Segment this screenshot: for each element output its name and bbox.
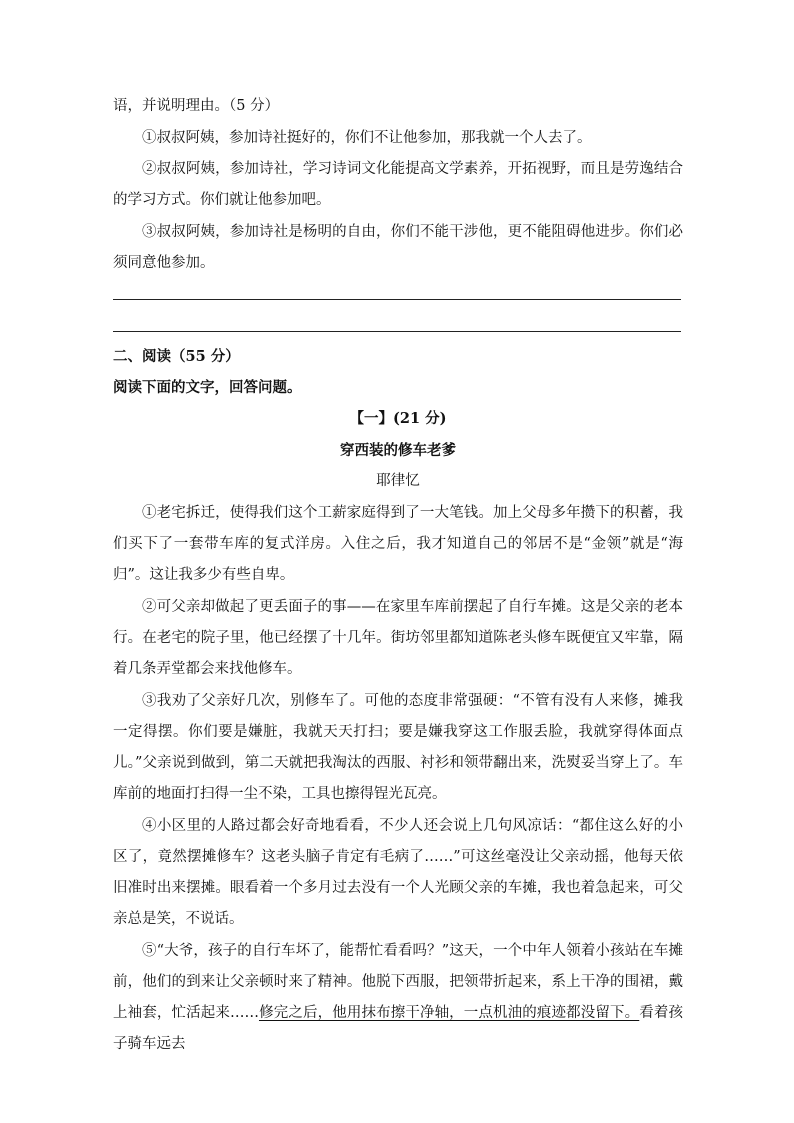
option-2: ②叔叔阿姨，参加诗社，学习诗词文化能提高文学素养，开拓视野，而且是劳逸结合的学习方式。你们就让他参加吧。 [113, 161, 683, 208]
option-1: ①叔叔阿姨，参加诗社挺好的，你们不让他参加，那我就一个人去了。 [142, 130, 592, 146]
story-title: 穿西装的修车老爹 [340, 442, 456, 459]
part-label: 【一】(21 分) [349, 410, 447, 427]
story-author: 耶律忆 [376, 473, 420, 489]
reading-instruction: 阅读下面的文字，回答问题。 [113, 379, 302, 396]
paragraph-2: ②可父亲却做起了更丢面子的事——在家里车库前摆起了自行车摊。这是父亲的老本行。在老宅的院子里，他已经摆了十几年。街坊邻里都知道陈老头修车既便宜又牢靠，隔着几条弄堂都会来找他修车。 [113, 599, 683, 677]
paragraph-5 [113, 936, 683, 1060]
paragraph-5-start: ⑤“大爷，孩子的自行车坏了，能帮忙看看吗？”这天，一个中年人领着小孩站在车摊前，他们的到来让父亲顿时来了精神。他脱下西服，把领带折起来，系上干净的围裙，戴上袖套，忙活起来…… [113, 943, 683, 1021]
paragraph-4: ④小区里的人路过都会好奇地看看，不少人还会说上几句风凉话：“都住这么好的小区了，竟然摆摊修车？这老头脑子肯定有毛病了……”可这丝毫没让父亲动摇，他每天依旧准时出来摆摊。眼看着一个多月过去没有一个人光顾父亲的车摊，我也着急起来，可父亲总是笑，不说话。 [113, 818, 683, 927]
answer-line-1[interactable] [113, 299, 681, 300]
answer-line-2[interactable] [113, 331, 681, 332]
underlined-sentence: 修完之后，他用抹布擦干净轴，一点机油的痕迹都没留下。 [258, 1005, 640, 1021]
paragraph-3: ③我劝了父亲好几次，别修车了。可他的态度非常强硬：“不管有没有人来修，摊我一定得摆。你们要是嫌脏，我就天天打扫；要是嫌我穿这工作服丢脸，我就穿得体面点儿。”父亲说到做到，第二天就把我淘汰的西服、衬衫和领带翻出来，洗熨妥当穿上了。车库前的地面打扫得一尘不染，工具也擦得锃光瓦亮。 [113, 693, 683, 802]
question-tail: 语，并说明理由。（5 分） [113, 98, 280, 114]
paragraph-5-end: 看着孩子骑车远去 [113, 1005, 684, 1052]
section-heading: 二、阅读（55 分） [113, 348, 240, 365]
paragraph-1: ①老宅拆迁，使得我们这个工薪家庭得到了一大笔钱。加上父母多年攒下的积蓄，我们买下了一套带车库的复式洋房。入住之后，我才知道自己的邻居不是“金领”就是“海归”。这让我多少有些自卑。 [113, 505, 683, 583]
option-3: ③叔叔阿姨，参加诗社是杨明的自由，你们不能干涉他，更不能阻碍他进步。你们必须同意他参加。 [113, 224, 683, 271]
